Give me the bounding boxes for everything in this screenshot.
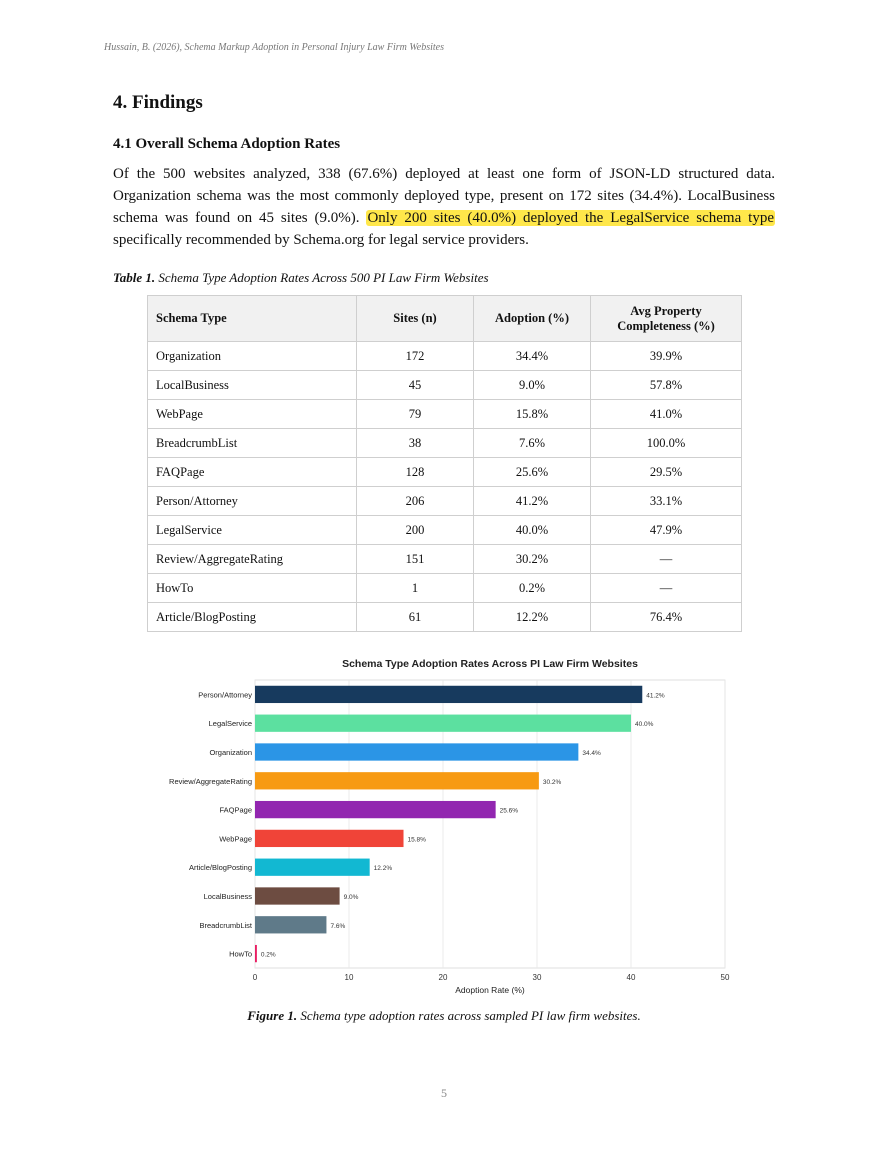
table-body: [148, 342, 742, 632]
cell-sites: 38: [357, 429, 474, 458]
cell-adoption: 34.4%: [474, 342, 591, 371]
table-caption: [113, 270, 489, 286]
cell-adoption: 30.2%: [474, 545, 591, 574]
table-row: [148, 487, 742, 516]
paragraph-text-1: Of the 500 websites analyzed, 338 (67.6%) deployed at least one form of JSON-LD structured data. Organization schema was the most commonly deployed type, present on 172 sites (34.4%). LocalBusiness schema was found on 45 sites (9.0%).: [113, 166, 775, 226]
running-header: Hussain, B. (2026), Schema Markup Adoption in Personal Injury Law Firm Websites: [104, 42, 444, 53]
section-title: 4. Findings: [113, 92, 203, 113]
cell-schema-type: HowTo: [148, 574, 357, 603]
table-row: [148, 603, 742, 632]
bar: [255, 686, 642, 703]
cell-schema-type: LocalBusiness: [148, 371, 357, 400]
category-label: WebPage: [219, 834, 252, 844]
table-header-row: [148, 296, 742, 342]
cell-sites: 61: [357, 603, 474, 632]
bar: [255, 916, 326, 933]
header-schema-type: Schema Type: [148, 296, 357, 342]
cell-adoption: 41.2%: [474, 487, 591, 516]
header-sites: Sites (n): [357, 296, 474, 342]
cell-adoption: 0.2%: [474, 574, 591, 603]
value-label: 41.2%: [646, 692, 665, 700]
value-label: 34.4%: [582, 750, 601, 757]
category-label: Review/AggregateRating: [169, 776, 252, 786]
cell-schema-type: Article/BlogPosting: [148, 603, 357, 632]
category-label: Person/Attorney: [198, 690, 252, 700]
value-label: 9.0%: [343, 894, 359, 901]
cell-completeness: 100.0%: [591, 429, 742, 458]
value-label: 12.2%: [373, 865, 393, 873]
cell-adoption: 9.0%: [474, 371, 591, 400]
category-label: BreadcrumbList: [199, 920, 252, 930]
highlighted-text: Only 200 sites (40.0%) deployed the LegalService schema type: [367, 210, 774, 226]
table-row: [148, 342, 742, 371]
x-axis-label: Adoption Rate (%): [455, 985, 525, 995]
bar: [255, 887, 340, 904]
category-label: LegalService: [208, 719, 252, 729]
cell-completeness: 76.4%: [591, 603, 742, 632]
bar: [255, 715, 631, 732]
category-label: Organization: [209, 748, 252, 757]
value-label: 30.2%: [542, 778, 562, 786]
table-row: [148, 545, 742, 574]
cell-sites: 1: [357, 574, 474, 603]
category-label: HowTo: [229, 949, 252, 959]
value-label: 40.0%: [635, 721, 654, 729]
cell-schema-type: Review/AggregateRating: [148, 545, 357, 574]
cell-sites: 206: [357, 487, 474, 516]
table-row: [148, 429, 742, 458]
schema-adoption-table: [147, 295, 742, 632]
cell-adoption: 7.6%: [474, 429, 591, 458]
bar: [255, 945, 257, 962]
page-number: 5: [441, 1086, 447, 1100]
x-tick-label: 10: [344, 973, 354, 982]
cell-completeness: 57.8%: [591, 371, 742, 400]
x-tick-label: 0: [252, 973, 258, 982]
value-label: 15.8%: [407, 836, 426, 844]
table-row: [148, 458, 742, 487]
cell-sites: 151: [357, 545, 474, 574]
x-tick-label: 50: [720, 973, 730, 982]
bar: [255, 859, 370, 876]
figure-caption-label: Figure 1.: [247, 1008, 298, 1023]
bar: [255, 801, 496, 818]
figure-caption: [0, 1008, 888, 1024]
cell-completeness: 39.9%: [591, 342, 742, 371]
value-label: 0.2%: [260, 951, 276, 959]
paragraph-text-2: specifically recommended by Schema.org for legal service providers.: [113, 232, 529, 248]
header-adoption: Adoption (%): [474, 296, 591, 342]
cell-adoption: 40.0%: [474, 516, 591, 545]
figure-container: [0, 650, 888, 1005]
bar: [255, 743, 578, 760]
findings-paragraph: [113, 163, 775, 251]
cell-adoption: 15.8%: [474, 400, 591, 429]
cell-schema-type: Person/Attorney: [148, 487, 357, 516]
table-row: [148, 400, 742, 429]
bar: [255, 830, 404, 847]
x-tick-label: 20: [438, 973, 448, 982]
cell-completeness: 41.0%: [591, 400, 742, 429]
cell-schema-type: WebPage: [148, 400, 357, 429]
cell-adoption: 25.6%: [474, 458, 591, 487]
x-tick-label: 30: [532, 973, 542, 982]
cell-schema-type: Organization: [148, 342, 357, 371]
cell-sites: 128: [357, 458, 474, 487]
x-tick-label: 40: [626, 973, 636, 982]
bar: [255, 772, 539, 789]
cell-schema-type: LegalService: [148, 516, 357, 545]
table-row: [148, 371, 742, 400]
cell-schema-type: BreadcrumbList: [148, 429, 357, 458]
table-row: [148, 574, 742, 603]
cell-sites: 172: [357, 342, 474, 371]
category-label: LocalBusiness: [203, 892, 252, 901]
value-label: 7.6%: [330, 922, 346, 930]
table-row: [148, 516, 742, 545]
cell-sites: 79: [357, 400, 474, 429]
chart-title: Schema Type Adoption Rates Across PI Law Firm Websites: [342, 658, 638, 670]
cell-sites: 200: [357, 516, 474, 545]
cell-completeness: —: [591, 545, 742, 574]
value-label: 25.6%: [499, 807, 519, 815]
cell-adoption: 12.2%: [474, 603, 591, 632]
cell-completeness: 33.1%: [591, 487, 742, 516]
table-caption-text: Schema Type Adoption Rates Across 500 PI Law Firm Websites: [155, 270, 489, 285]
cell-schema-type: FAQPage: [148, 458, 357, 487]
category-label: FAQPage: [219, 805, 252, 815]
cell-completeness: 29.5%: [591, 458, 742, 487]
table-caption-label: Table 1.: [113, 270, 156, 285]
figure-caption-text: Schema type adoption rates across sampled PI law firm websites.: [297, 1008, 641, 1023]
subsection-title: 4.1 Overall Schema Adoption Rates: [113, 136, 341, 152]
header-completeness: Avg Property Completeness (%): [591, 296, 742, 342]
cell-completeness: 47.9%: [591, 516, 742, 545]
adoption-bar-chart: [0, 650, 888, 1000]
category-label: Article/BlogPosting: [189, 863, 252, 873]
cell-completeness: —: [591, 574, 742, 603]
cell-sites: 45: [357, 371, 474, 400]
